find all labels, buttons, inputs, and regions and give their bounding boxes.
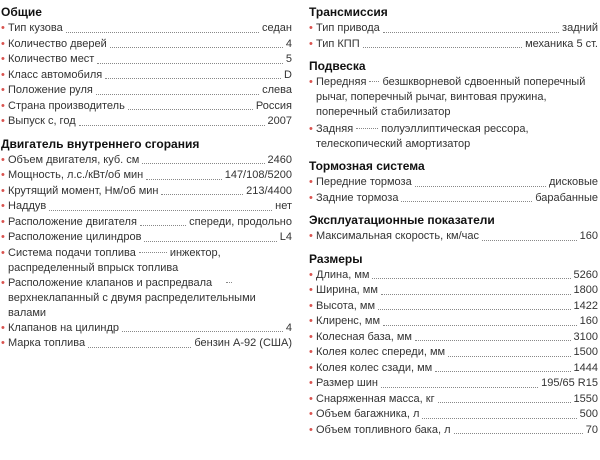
bullet-icon: • xyxy=(1,99,5,112)
spec-row xyxy=(0,99,292,115)
bullet-icon: • xyxy=(1,215,5,228)
bullet-icon: • xyxy=(309,361,313,374)
dot-leader xyxy=(422,418,576,419)
dot-leader xyxy=(122,331,283,332)
dot-leader xyxy=(79,125,265,126)
spec-row xyxy=(308,268,598,284)
spec-label: Расположение двигателя xyxy=(8,215,137,228)
spec-value: 1444 xyxy=(573,361,598,374)
spec-row xyxy=(308,175,598,191)
dot-leader xyxy=(383,32,559,33)
spec-value: 1500 xyxy=(573,346,598,358)
spec-label: Количество дверей xyxy=(8,37,107,50)
spec-value: бензин А-92 (США) xyxy=(194,337,292,349)
bullet-icon: • xyxy=(309,377,313,389)
bullet-icon: • xyxy=(309,76,313,88)
spec-label: Колея колес сзади, мм xyxy=(316,361,433,374)
dot-leader xyxy=(378,309,571,310)
dot-leader xyxy=(97,63,283,64)
spec-value: 3100 xyxy=(573,330,598,343)
spec-value: L4 xyxy=(279,231,292,243)
spec-row xyxy=(0,184,292,200)
bullet-icon: • xyxy=(309,22,313,34)
spec-row xyxy=(0,83,292,99)
dot-leader xyxy=(88,347,191,348)
spec-label: Снаряженная масса, кг xyxy=(316,392,435,405)
dot-leader xyxy=(381,387,538,388)
spec-row xyxy=(308,423,598,439)
spec-value: инжектор, распределенный впрыск топлива xyxy=(8,246,221,274)
bullet-icon: • xyxy=(309,346,313,358)
section-title-engine: Двигатель внутреннего сгорания xyxy=(1,136,200,151)
spec-label: Объем багажника, л xyxy=(316,408,420,420)
spec-value: 500 xyxy=(579,408,598,420)
bullet-icon: • xyxy=(1,115,5,127)
bullet-icon: • xyxy=(309,284,313,296)
dot-leader xyxy=(49,210,272,211)
spec-row xyxy=(308,283,598,299)
spec-value: Россия xyxy=(255,99,292,112)
bullet-icon: • xyxy=(309,408,313,420)
dot-leader xyxy=(363,47,522,48)
dot-leader xyxy=(372,278,570,279)
dot-leader xyxy=(415,186,546,187)
spec-row xyxy=(0,114,292,130)
spec-label: Клапанов на цилиндр xyxy=(8,321,119,334)
spec-value: верхнеклапанный с двумя распределительными валами xyxy=(8,291,256,319)
spec-label: Система подачи топлива xyxy=(8,246,136,259)
dot-leader xyxy=(66,32,259,33)
spec-row xyxy=(0,52,292,68)
spec-row xyxy=(308,21,598,37)
spec-label: Колесная база, мм xyxy=(316,330,412,343)
spec-row xyxy=(308,229,598,245)
bullet-icon: • xyxy=(1,68,5,81)
section-title-brakes: Тормозная система xyxy=(309,159,425,173)
spec-row xyxy=(308,314,598,330)
bullet-icon: • xyxy=(309,123,313,135)
bullet-icon: • xyxy=(309,230,313,242)
spec-row xyxy=(0,336,292,352)
bullet-icon: • xyxy=(1,321,5,334)
spec-row xyxy=(0,21,292,37)
spec-label: Наддув xyxy=(8,200,47,212)
bullet-icon: • xyxy=(1,337,5,349)
section-title-dimensions: Размеры xyxy=(309,251,363,266)
spec-label: Выпуск с, год xyxy=(8,115,76,127)
spec-value: 160 xyxy=(579,315,598,327)
spec-row xyxy=(0,246,292,276)
spec-row xyxy=(308,407,598,423)
bullet-icon: • xyxy=(1,53,5,65)
bullet-icon: • xyxy=(1,276,5,289)
spec-row xyxy=(0,68,292,84)
bullet-icon: • xyxy=(1,153,5,166)
bullet-icon: • xyxy=(309,330,313,343)
spec-label: Количество мест xyxy=(8,53,95,65)
spec-row xyxy=(308,392,598,408)
spec-label: Максимальная скорость, км/час xyxy=(316,230,479,242)
left-column xyxy=(0,0,292,352)
dot-leader xyxy=(146,179,221,180)
spec-value: барабанные xyxy=(535,191,598,204)
spec-row xyxy=(308,345,598,361)
spec-row xyxy=(308,191,598,207)
dot-leader xyxy=(139,252,167,253)
section-title-transmission: Трансмиссия xyxy=(309,5,388,19)
spec-value: слева xyxy=(262,84,292,96)
dot-leader xyxy=(96,94,259,95)
dot-leader xyxy=(128,109,253,110)
spec-label: Марка топлива xyxy=(8,337,86,349)
spec-label: Передняя xyxy=(316,76,367,88)
spec-label: Клиренс, мм xyxy=(316,315,381,327)
section-title-general: Общие xyxy=(1,5,42,19)
dot-leader xyxy=(226,282,232,283)
bullet-icon: • xyxy=(1,169,5,181)
spec-row xyxy=(0,215,292,231)
bullet-icon: • xyxy=(1,200,5,212)
spec-label: Задние тормоза xyxy=(316,191,399,204)
dot-leader xyxy=(454,433,583,434)
spec-label: Мощность, л.с./кВт/об мин xyxy=(8,169,144,181)
spec-value: 5 xyxy=(285,53,292,65)
bullet-icon: • xyxy=(1,184,5,197)
bullet-icon: • xyxy=(1,246,5,259)
spec-label: Объем топливного бака, л xyxy=(316,423,451,436)
bullet-icon: • xyxy=(309,392,313,405)
spec-row xyxy=(0,230,292,246)
spec-value: 4 xyxy=(285,37,292,50)
bullet-icon: • xyxy=(309,315,313,327)
dot-leader xyxy=(144,241,276,242)
bullet-icon: • xyxy=(309,176,313,188)
bullet-icon: • xyxy=(309,423,313,436)
spec-value: 2460 xyxy=(267,153,292,166)
spec-value: 2007 xyxy=(267,115,292,127)
dot-leader xyxy=(401,201,532,202)
dot-leader xyxy=(356,128,378,129)
dot-leader xyxy=(142,163,264,164)
bullet-icon: • xyxy=(309,191,313,204)
dot-leader xyxy=(438,402,571,403)
section-title-suspension: Подвеска xyxy=(309,59,366,73)
dot-leader xyxy=(415,340,571,341)
spec-row xyxy=(308,75,598,120)
dot-leader xyxy=(110,47,283,48)
spec-value: 147/108/5200 xyxy=(224,169,292,181)
spec-row xyxy=(0,153,292,169)
spec-value: механика 5 ст. xyxy=(525,37,598,50)
spec-value: дисковые xyxy=(549,176,598,188)
spec-value: 1550 xyxy=(573,392,598,405)
spec-label: Расположение клапанов и распредвала xyxy=(8,276,213,289)
spec-value: седан xyxy=(262,22,292,34)
spec-label: Расположение цилиндров xyxy=(8,231,142,243)
spec-label: Тип кузова xyxy=(8,22,63,34)
bullet-icon: • xyxy=(1,22,5,34)
dot-leader xyxy=(383,325,577,326)
spec-row xyxy=(0,199,292,215)
spec-label: Задняя xyxy=(316,123,354,135)
spec-value: безшкворневой сдвоенный поперечный рычаг, поперечный рычаг, винтовая пружина, поперечный стабилизатор xyxy=(316,76,586,118)
bullet-icon: • xyxy=(309,299,313,312)
spec-value: задний xyxy=(562,22,598,34)
spec-label: Тип привода xyxy=(316,22,380,34)
spec-label: Размер шин xyxy=(316,377,378,389)
spec-label: Колея колес спереди, мм xyxy=(316,346,446,358)
spec-label: Высота, мм xyxy=(316,299,376,312)
spec-row xyxy=(0,37,292,53)
spec-label: Страна производитель xyxy=(8,99,125,112)
bullet-icon: • xyxy=(1,37,5,50)
bullet-icon: • xyxy=(1,231,5,243)
dot-leader xyxy=(161,194,243,195)
bullet-icon: • xyxy=(309,37,313,50)
spec-value: D xyxy=(284,68,292,81)
spec-label: Длина, мм xyxy=(316,268,370,281)
spec-label: Положение руля xyxy=(8,84,93,96)
spec-label: Ширина, мм xyxy=(316,284,378,296)
bullet-icon: • xyxy=(309,268,313,281)
spec-value: 1800 xyxy=(573,284,598,296)
spec-row xyxy=(308,376,598,392)
right-column xyxy=(308,0,598,438)
dot-leader xyxy=(105,78,281,79)
spec-value: 195/65 R15 xyxy=(541,377,598,389)
spec-row xyxy=(308,330,598,346)
spec-value: 4 xyxy=(285,321,292,334)
spec-label: Класс автомобиля xyxy=(8,68,103,81)
section-title-performance: Эксплуатационные показатели xyxy=(309,213,495,227)
spec-value: 213/4400 xyxy=(246,184,292,197)
dot-leader xyxy=(482,240,577,241)
spec-row xyxy=(0,276,292,321)
spec-value: 5260 xyxy=(573,268,598,281)
spec-row xyxy=(308,37,598,53)
spec-value: спереди, продольно xyxy=(189,215,292,228)
dot-leader xyxy=(381,294,571,295)
dot-leader xyxy=(369,81,379,82)
dot-leader xyxy=(448,356,570,357)
spec-row xyxy=(308,361,598,377)
spec-label: Крутящий момент, Нм/об мин xyxy=(8,184,159,197)
spec-label: Тип КПП xyxy=(316,37,360,50)
spec-label: Объем двигателя, куб. см xyxy=(8,153,140,166)
spec-value: 70 xyxy=(585,423,598,436)
spec-value: 160 xyxy=(579,230,598,242)
dot-leader xyxy=(435,371,570,372)
spec-value: нет xyxy=(275,200,292,212)
bullet-icon: • xyxy=(1,84,5,96)
spec-row xyxy=(308,122,598,152)
spec-label: Передние тормоза xyxy=(316,176,412,188)
spec-row xyxy=(0,321,292,337)
spec-value: 1422 xyxy=(573,299,598,312)
spec-value: полуэллиптическая рессора, телескопический амортизатор xyxy=(316,123,529,150)
dot-leader xyxy=(140,225,186,226)
spec-row xyxy=(0,168,292,184)
spec-row xyxy=(308,299,598,315)
